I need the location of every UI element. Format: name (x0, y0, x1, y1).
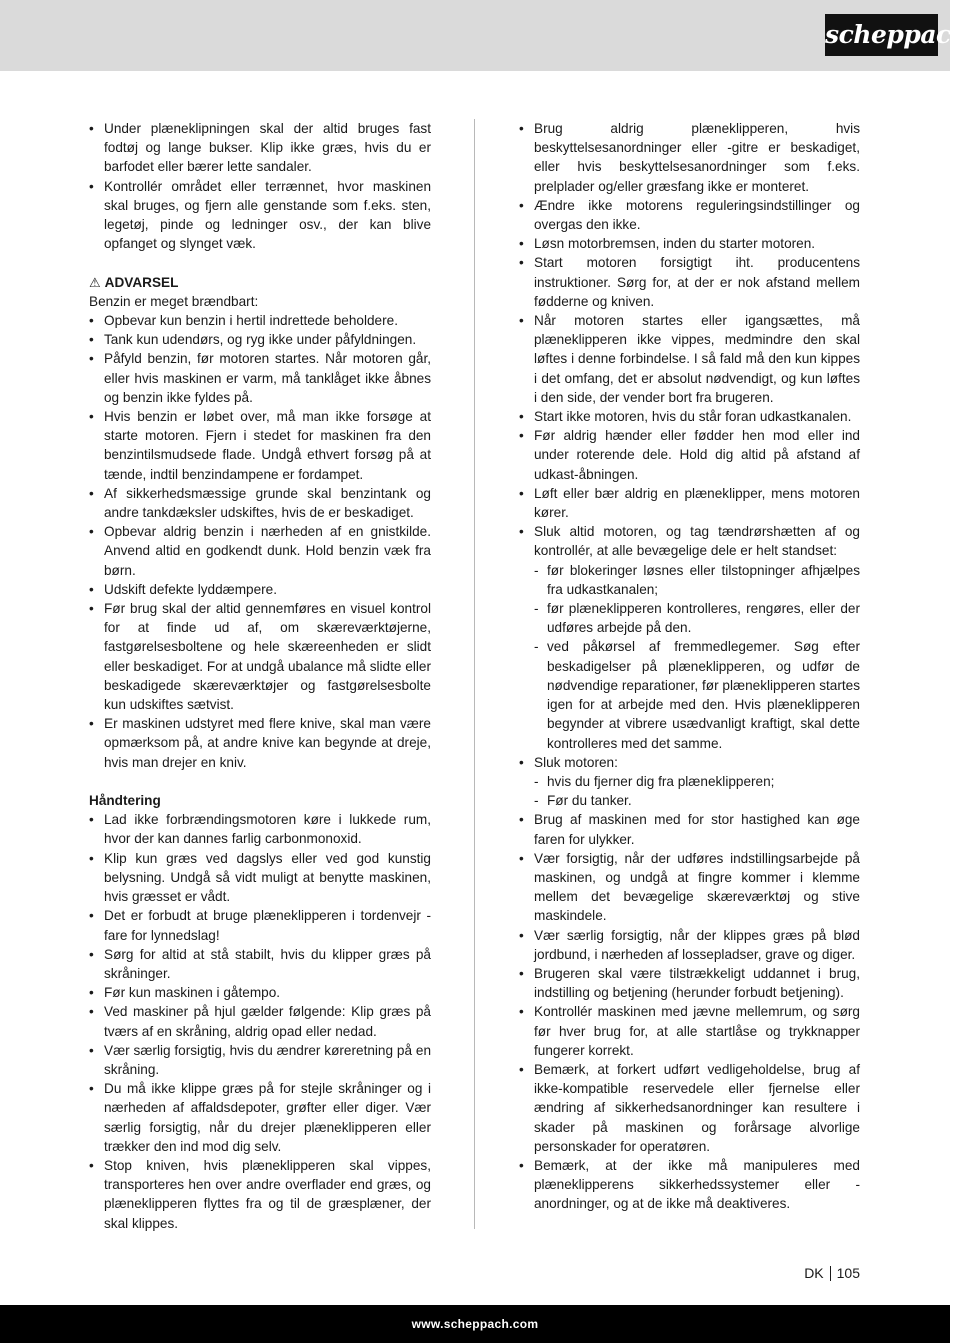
list-item: • Før aldrig hænder eller fødder hen mod eller ind under roterende dele. Hold dig altid på afstand af udkast-åbningen. (519, 428, 860, 482)
list-item: • Ved maskiner på hjul gælder følgende: Klip græs på tværs af en skråning, aldrig opad eller nedad. (89, 1004, 431, 1039)
list-item: • Start ikke motoren, hvis du står foran udkastkanalen. (519, 409, 852, 425)
list-item: • Vær forsigtig, når der udføres indstillingsarbejde på maskinen, og undgå at fingre kommer i klemme mellem det bevægelige skæreværktøj og stive maskindele. (519, 850, 860, 924)
sub-list-item: - før plæneklipperen kontrolleres, rengøres, eller der udføres arbejde på den. (534, 601, 860, 636)
list-item: • Du må ikke klippe græs på for stejle skråninger og i nærheden af affaldsdepoter, grøfter eller diger. Vær særlig forsigtig, når du drejer plæneklipperen eller trækker den ind mod dig selv. (89, 1081, 431, 1154)
list-item: • Sluk altid motoren, og tag tændrørshætten af og kontrollér, at alle bevægelige dele er helt standset: - før blokeringer løsnes eller tilstopninger afhjælpes fra udkastkanalen; - før plæneklipperen kontrolleres, rengøres, eller der udføres arbejde på den. - ved påkørsel af fremmedlegemer. Søg efter beskadigelser på plæneklipperen, og udfør de nødvendige reparationer, før plæneklipperen startes igen for at arbejde med den. Hvis plæneklipperen begynder at vibrere usædvanligt kraftigt, skal dette kontrolleres med det samme. (519, 522, 860, 752)
list-item: • Start motoren forsigtigt iht. producentens instruktioner. Sørg for, at der er nok afstand mellem fødderne og kniven. (519, 255, 860, 309)
handling-heading: Håndtering (89, 793, 161, 809)
list-item: • Klip kun græs ved dagslys eller ved god kunstig belysning. Undgå så vidt muligt at benytte maskinen, hvis græsset er vådt. (89, 850, 431, 905)
right-column (519, 119, 860, 1214)
list-item: • Før kun maskinen i gåtempo. (89, 985, 281, 1001)
language-code: DK (804, 1265, 824, 1281)
list-item: • Det er forbudt at bruge plæneklipperen i tordenvejr - fare for lynnedslag! (89, 908, 431, 943)
page-number-value: 105 (836, 1265, 860, 1281)
list-item: • Bemærk, at der ikke må manipuleres med plæneklipperens sikkerhedssystemer eller -anordninger, og at de ikke må deaktiveres. (519, 1157, 860, 1212)
list-item: • Løsn motorbremsen, inden du starter motoren. (519, 236, 816, 252)
list-item: • Udskift defekte lyddæmpere. (89, 581, 278, 597)
warning-list (89, 311, 431, 772)
list-item: • Før brug skal der altid gennemføres en visuel kontrol for at finde ud af, om skæreværktøjerne, fastgørelsesboltene og hele skæreenheden er slidt eller beskadiget. For at undgå ubalance må slidte eller beskadigede skæreværktøjer og fastgørelsesbolte kun udskiftes sætvist. (89, 601, 431, 713)
list-item: • Påfyld benzin, før motoren startes. Når motoren går, eller hvis maskinen er varm, må tanklåget ikke åbnes og benzin ikke fyldes på. (89, 351, 431, 405)
header-bar (0, 0, 968, 71)
footer-url: www.scheppach.com (411, 1317, 539, 1331)
list-item: • Kontrollér området eller terrænnet, hvor maskinen skal bruges, og fjern alle genstande som f.eks. sten, legetøj, pinde og ledninger osv., der kan blive opfanget og slynget væk. (89, 178, 431, 252)
list-item: • Når motoren startes eller igangsættes, må plæneklipperen ikke vippes, medmindre den skal løftes i denne forbindelse. I så fald må den kun kippes i det omfang, det er absolut nødvendigt, og kun løftes i den side, der vender bort fra brugeren. (519, 313, 860, 405)
warning-triangle-icon: ⚠ (89, 274, 101, 290)
list-item: • Løft eller bær aldrig en plæneklipper, mens motoren kører. (519, 485, 860, 521)
list-item: • Brug af maskinen med for stor hastighed kan øge faren for ulykker. (519, 812, 860, 847)
list-item: • Brugeren skal være tilstrækkeligt uddannet i brug, indstilling og betjening (herunder forbudt betjening). (519, 965, 860, 1001)
sub-list-item: - Før du tanker. (534, 793, 632, 809)
list-item: • Hvis benzin er løbet over, må man ikke forsøge at starte motoren. Fjern i stedet for maskinen fra den benzintilsmudsede flade. Undgå ethvert forsøg på at tænde, indtil benzindampene er fordampet. (89, 409, 431, 482)
list-item: • Opbevar kun benzin i hertil indrettede beholdere. (89, 313, 398, 329)
sub-list (534, 772, 860, 810)
handling-list (89, 810, 431, 1232)
list-item: • Lad ikke forbrændingsmotoren køre i lukkede rum, hvor der kan dannes farlig carbonmonoxid. (89, 812, 431, 847)
list-item: • Brug aldrig plæneklipperen, hvis beskyttelsesanordninger eller -gitre er beskadiget, eller hvis beskyttelsesanordninger som f.eks. prelplader og/eller græsfang ikke er monteret. (519, 121, 860, 194)
list-item: • Er maskinen udstyret med flere knive, skal man være opmærksom på, at andre knive kan begynde at dreje, hvis man drejer en kniv. (89, 716, 431, 770)
safety-list (519, 119, 860, 1214)
list-item: • Sluk motoren: - hvis du fjerner dig fra plæneklipperen; - Før du tanker. (519, 753, 860, 811)
list-item: • Under plæneklipningen skal der altid bruges fast fodtøj og lange bukser. Klip ikke græs, hvis du er barfodet eller bærer lette sandaler. (89, 121, 431, 175)
sub-list-item: - hvis du fjerner dig fra plæneklipperen; (534, 773, 775, 789)
column-divider (474, 119, 475, 1229)
warning-heading (89, 273, 431, 292)
sub-list (534, 561, 860, 753)
list-item: • Vær særlig forsigtig, hvis du ændrer køreretning på en skråning. (89, 1042, 431, 1077)
sub-list-item: - før blokeringer løsnes eller tilstopninger afhjælpes fra udkastkanalen; (534, 562, 860, 597)
list-item: • Sørg for altid at stå stabilt, hvis du klipper græs på skråninger. (89, 946, 431, 981)
list-item: • Kontrollér maskinen med jævne mellemrum, og sørg før hver brug for, at alle startlåse og trykknapper fungerer korrekt. (519, 1004, 860, 1058)
list-item: • Tank kun udendørs, og ryg ikke under påfyldningen. (89, 332, 417, 348)
warning-title: ADVARSEL (104, 274, 179, 290)
left-column (89, 119, 431, 1233)
page-number-separator (830, 1266, 831, 1281)
list-item: • Vær særlig forsigtig, når der klippes græs på blød jordbund, i nærheden af lossepladser, grave og diger. (519, 927, 860, 962)
list-item: • Opbevar aldrig benzin i nærheden af en gnistkilde. Anvend altid en godkendt dunk. Hold benzin væk fra børn. (89, 524, 431, 578)
warning-intro: Benzin er meget brændbart: (89, 293, 259, 309)
list-item: • Stop kniven, hvis plæneklipperen skal vippes, transporteres hen over andre overflader end græs, og plæneklipperen flyttes fra og til de græsplæner, der skal klippes. (89, 1157, 431, 1231)
list-item: • Bemærk, at forkert udført vedligeholdelse, brug af ikke-kompatible reservedele eller fjernelse eller ændring af sikkerhedsanordninger kan resultere i skader på maskinen og forårsage alvorlige personskader for operatøren. (519, 1061, 860, 1154)
intro-list (89, 119, 431, 253)
list-item: • Ændre ikke motorens reguleringsindstillinger og overgas den ikke. (519, 197, 860, 233)
list-item: • Af sikkerhedsmæssige grunde skal benzintank og andre tankdæksler udskiftes, hvis de er beskadiget. (89, 485, 431, 521)
sub-list-item: - ved påkørsel af fremmedlegemer. Søg efter beskadigelser på plæneklipperen, og udfør de nødvendige reparationer, før plæneklipperen startes igen for at arbejde med den. Hvis plæneklipperen begynder at vibrere usædvanligt kraftigt, skal dette kontrolleres med det samme. (534, 639, 860, 751)
page-number (804, 1265, 860, 1281)
footer-bar (0, 1305, 950, 1343)
scheppach-logo: scheppach (825, 14, 938, 56)
